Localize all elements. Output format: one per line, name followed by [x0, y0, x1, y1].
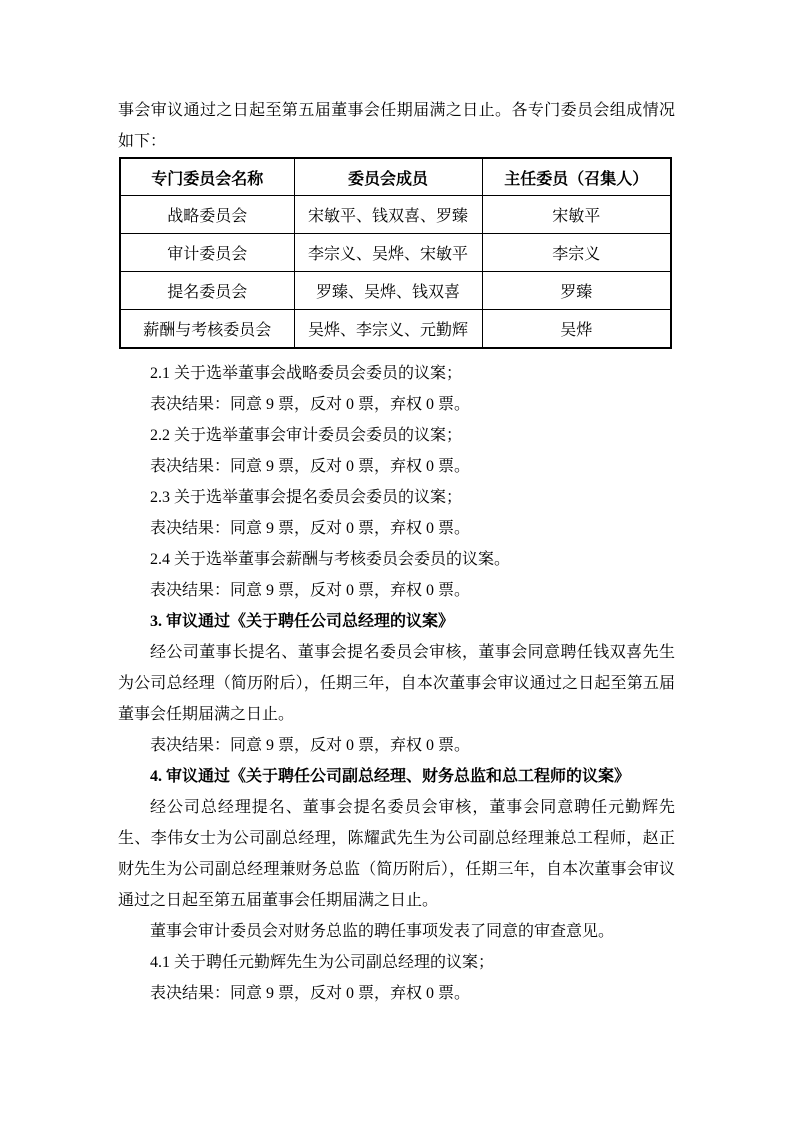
paragraph: 2.3 关于选举董事会提名委员会委员的议案； [150, 489, 463, 506]
paragraph: 经公司总经理提名、董事会提名委员会审核，董事会同意聘任元勤辉先生、李伟女士为公司副总经理，陈耀武先生为公司副总经理兼总工程师，赵正财先生为公司副总经理兼财务总监（简历附后），任期三年，自本次董事会审议通过之日起至第五届董事会任期届满之日止。 [118, 799, 675, 909]
paragraph: 表决结果：同意 9 票，反对 0 票，弃权 0 票。 [150, 520, 471, 537]
cell-chair: 李宗义 [482, 234, 671, 272]
cell-chair: 吴烨 [482, 310, 671, 349]
paragraph: 4.1 关于聘任元勤辉先生为公司副总经理的议案； [150, 954, 495, 971]
committee-table-header [120, 158, 671, 196]
intro-paragraph: 事会审议通过之日起至第五届董事会任期届满之日止。各专门委员会组成情况如下： [118, 102, 675, 150]
cell-committee-name: 审计委员会 [120, 234, 294, 272]
table-header-row [120, 158, 671, 196]
table-row [120, 234, 671, 272]
resolution-paragraphs [118, 358, 675, 1009]
table-row [120, 310, 671, 349]
committee-table-body [120, 196, 671, 349]
table-row [120, 196, 671, 234]
cell-chair: 罗臻 [482, 272, 671, 310]
cell-committee-name: 薪酬与考核委员会 [120, 310, 294, 349]
paragraph: 2.4 关于选举董事会薪酬与考核委员会委员的议案。 [150, 551, 511, 568]
cell-members: 李宗义、吴烨、宋敏平 [294, 234, 482, 272]
cell-committee-name: 提名委员会 [120, 272, 294, 310]
cell-chair: 宋敏平 [482, 196, 671, 234]
paragraph: 2.1 关于选举董事会战略委员会委员的议案； [150, 365, 463, 382]
table-header-members: 委员会成员 [294, 158, 482, 196]
paragraph: 2.2 关于选举董事会审计委员会委员的议案； [150, 427, 463, 444]
paragraph: 表决结果：同意 9 票，反对 0 票，弃权 0 票。 [150, 582, 471, 599]
paragraph: 4. 审议通过《关于聘任公司副总经理、财务总监和总工程师的议案》 [150, 768, 631, 785]
committee-table [119, 157, 672, 349]
table-row [120, 272, 671, 310]
cell-members: 吴烨、李宗义、元勤辉 [294, 310, 482, 349]
paragraph: 董事会审计委员会对财务总监的聘任事项发表了同意的审查意见。 [150, 923, 615, 940]
paragraph: 表决结果：同意 9 票，反对 0 票，弃权 0 票。 [150, 985, 471, 1002]
table-header-committee-name: 专门委员会名称 [120, 158, 294, 196]
paragraph: 表决结果：同意 9 票，反对 0 票，弃权 0 票。 [150, 396, 471, 413]
paragraph: 表决结果：同意 9 票，反对 0 票，弃权 0 票。 [150, 458, 471, 475]
cell-members: 宋敏平、钱双喜、罗臻 [294, 196, 482, 234]
paragraph: 3. 审议通过《关于聘任公司总经理的议案》 [150, 613, 455, 630]
table-header-chair: 主任委员（召集人） [482, 158, 671, 196]
cell-committee-name: 战略委员会 [120, 196, 294, 234]
paragraph: 表决结果：同意 9 票，反对 0 票，弃权 0 票。 [150, 737, 471, 754]
cell-members: 罗臻、吴烨、钱双喜 [294, 272, 482, 310]
paragraph: 经公司董事长提名、董事会提名委员会审核，董事会同意聘任钱双喜先生为公司总经理（简历附后），任期三年，自本次董事会审议通过之日起至第五届董事会任期届满之日止。 [118, 644, 675, 723]
